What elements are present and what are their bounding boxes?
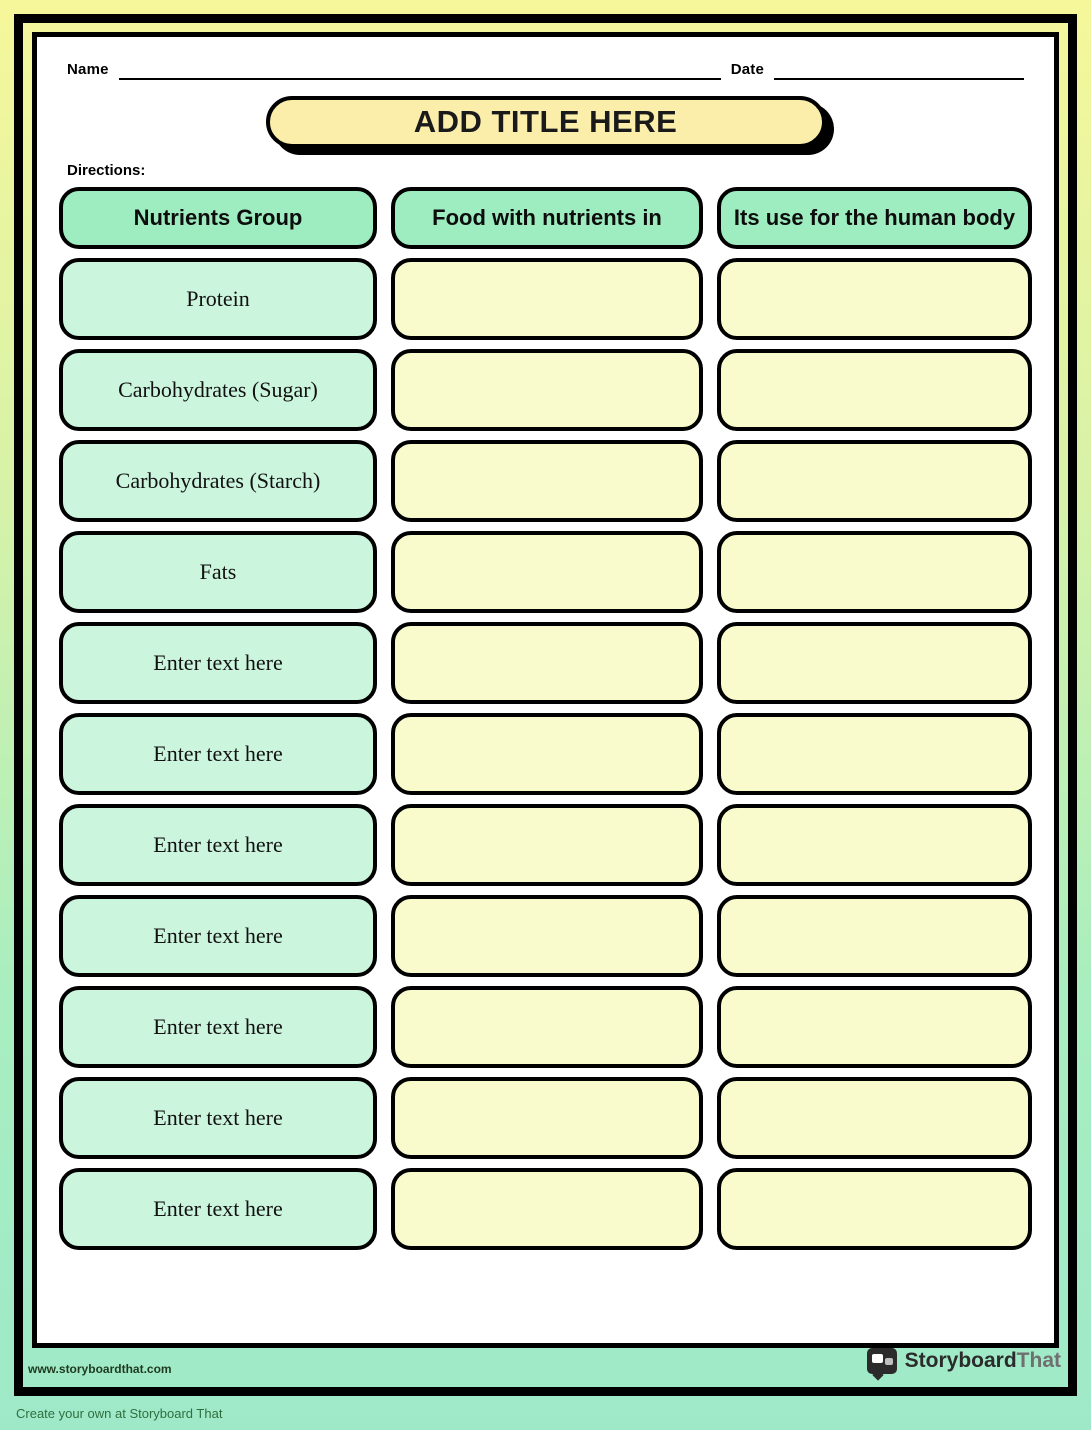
row-food-input[interactable] [391,1077,703,1159]
footer-website[interactable]: www.storyboardthat.com [28,1362,172,1376]
footer-caption: Create your own at Storyboard That [16,1406,223,1421]
row-use-input[interactable] [717,349,1032,431]
table-row [59,622,1032,704]
row-use-input[interactable] [717,440,1032,522]
row-food-input[interactable] [391,895,703,977]
row-label[interactable]: Carbohydrates (Sugar) [59,349,377,431]
row-food-input[interactable] [391,258,703,340]
title-area [59,96,1032,148]
table-row [59,531,1032,613]
header-food-with-nutrients: Food with nutrients in [391,187,703,249]
table-header-row [59,187,1032,249]
row-label[interactable]: Fats [59,531,377,613]
row-use-input[interactable] [717,986,1032,1068]
table-row [59,258,1032,340]
table-row [59,349,1032,431]
row-label[interactable]: Enter text here [59,622,377,704]
row-use-input[interactable] [717,895,1032,977]
name-input-line[interactable] [119,64,721,80]
row-label[interactable]: Enter text here [59,1077,377,1159]
row-food-input[interactable] [391,1168,703,1250]
name-label: Name [67,61,109,78]
row-food-input[interactable] [391,349,703,431]
row-label[interactable]: Carbohydrates (Starch) [59,440,377,522]
worksheet-sheet [32,32,1059,1348]
row-use-input[interactable] [717,622,1032,704]
directions-label: Directions: [67,162,146,179]
row-food-input[interactable] [391,713,703,795]
row-use-input[interactable] [717,1077,1032,1159]
row-use-input[interactable] [717,804,1032,886]
table-row [59,804,1032,886]
row-label[interactable]: Protein [59,258,377,340]
table-row [59,1168,1032,1250]
header-use-for-body: Its use for the human body [717,187,1032,249]
row-label[interactable]: Enter text here [59,1168,377,1250]
brand-name-suffix: That [1016,1349,1061,1372]
nutrients-table [59,187,1032,1250]
table-row [59,713,1032,795]
row-label[interactable]: Enter text here [59,713,377,795]
row-food-input[interactable] [391,622,703,704]
table-row [59,986,1032,1068]
row-use-input[interactable] [717,258,1032,340]
row-food-input[interactable] [391,804,703,886]
name-date-row [59,51,1032,80]
date-input-line[interactable] [774,64,1024,80]
title-field[interactable]: ADD TITLE HERE [266,96,826,148]
row-label[interactable]: Enter text here [59,804,377,886]
speech-bubble-icon [867,1348,897,1374]
row-label[interactable]: Enter text here [59,986,377,1068]
brand-name-prefix: Storyboard [904,1349,1017,1372]
row-food-input[interactable] [391,440,703,522]
row-use-input[interactable] [717,531,1032,613]
row-food-input[interactable] [391,531,703,613]
row-use-input[interactable] [717,713,1032,795]
table-row [59,440,1032,522]
row-label[interactable]: Enter text here [59,895,377,977]
header-nutrients-group: Nutrients Group [59,187,377,249]
table-row [59,895,1032,977]
table-row [59,1077,1032,1159]
date-label: Date [730,61,764,78]
row-food-input[interactable] [391,986,703,1068]
brand-logo[interactable] [867,1348,1061,1374]
row-use-input[interactable] [717,1168,1032,1250]
